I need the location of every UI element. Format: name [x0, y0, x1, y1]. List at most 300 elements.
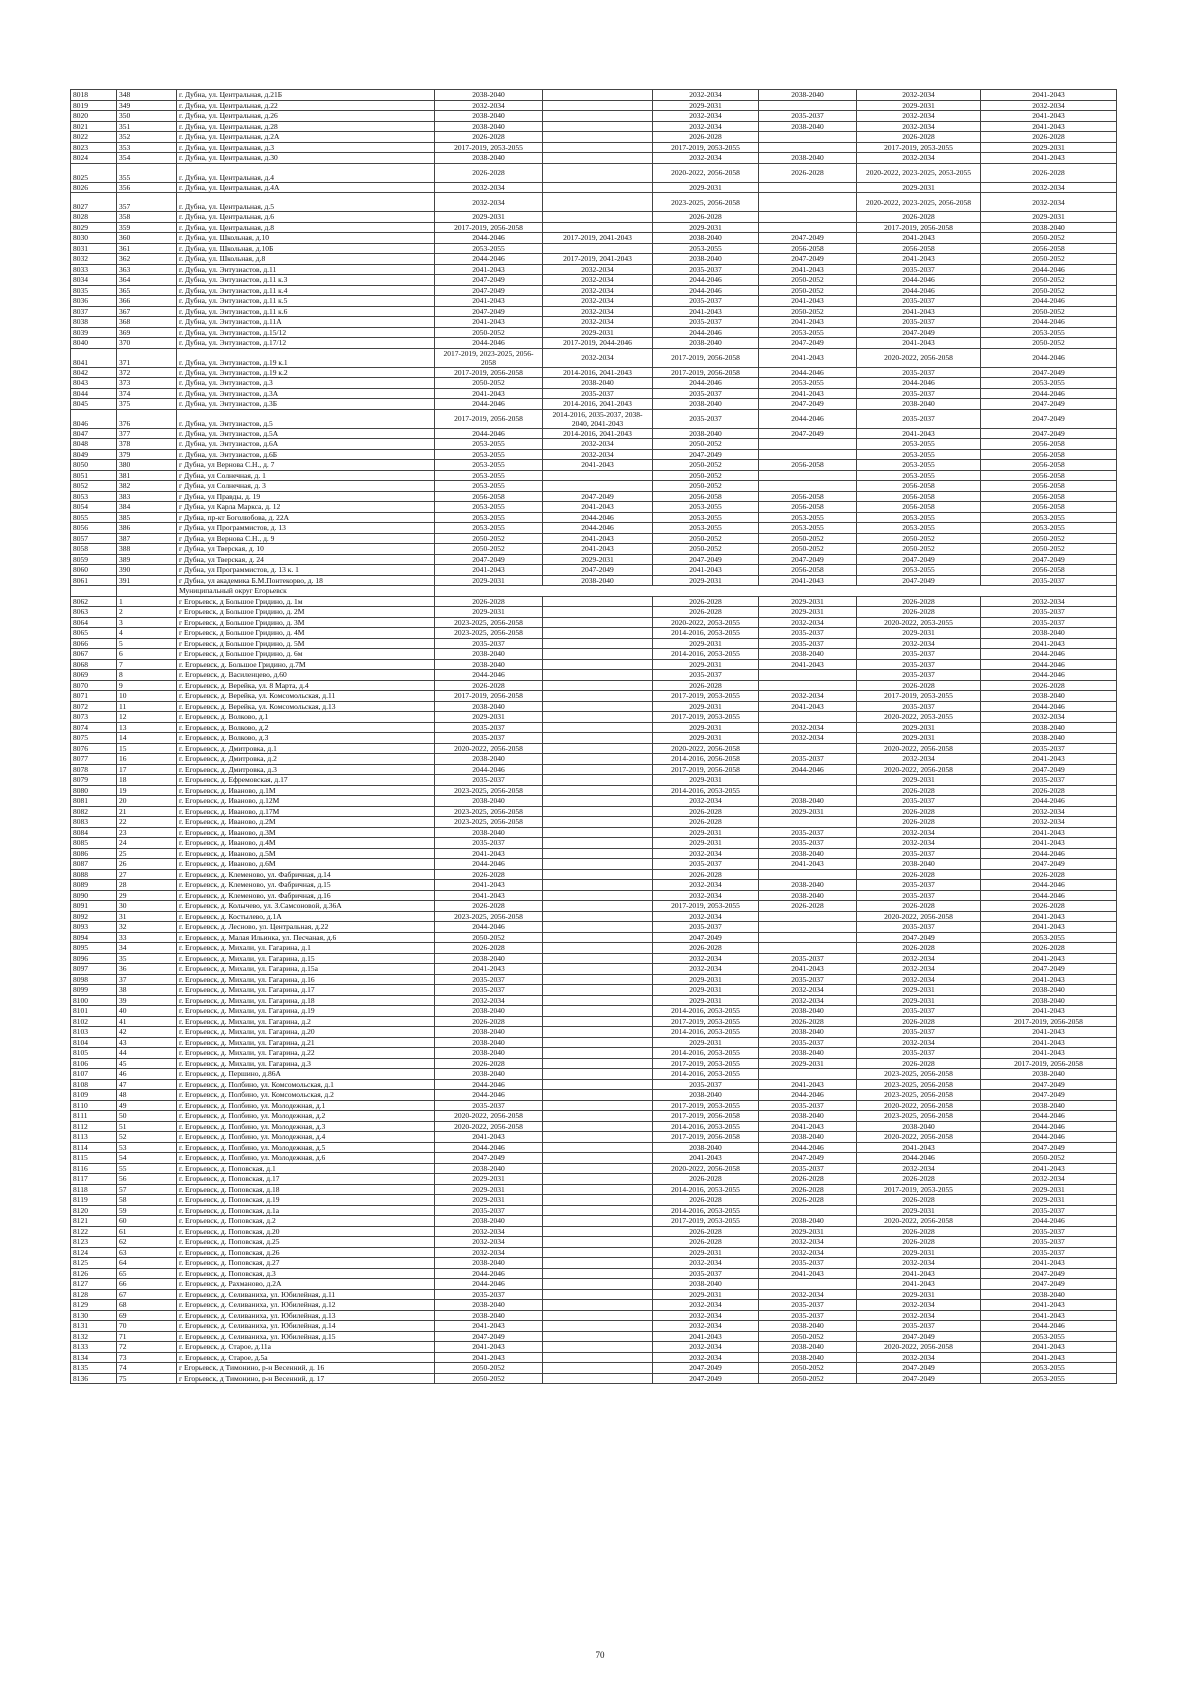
- period-cell-2: [543, 775, 653, 786]
- period-cell-2: 2032-2034: [543, 348, 653, 367]
- period-cell-3: 2050-2052: [653, 460, 759, 471]
- address-cell: г. Егорьевск, д. Михали, ул. Гагарина, д.15: [177, 953, 435, 964]
- period-cell-1: 2026-2028: [435, 680, 543, 691]
- period-cell-3: 2038-2040: [653, 254, 759, 265]
- row-index-cell: 16: [117, 754, 177, 765]
- page-number: 70: [595, 1650, 605, 1660]
- address-cell: г Дубна, ул Правды, д. 19: [177, 491, 435, 502]
- period-cell-4: 2035-2037: [759, 838, 857, 849]
- period-cell-1: 2032-2034: [435, 193, 543, 212]
- period-cell-6: 2041-2043: [981, 974, 1117, 985]
- period-cell-5: 2020-2022, 2053-2055: [857, 617, 981, 628]
- period-cell-3: 2053-2055: [653, 243, 759, 254]
- address-cell: г. Егорьевск, д. Дмитровка, д.1: [177, 743, 435, 754]
- period-cell-5: 2035-2037: [857, 922, 981, 933]
- period-cell-6: 2041-2043: [981, 1258, 1117, 1269]
- period-cell-5: 2050-2052: [857, 544, 981, 555]
- period-cell-3: 2029-2031: [653, 100, 759, 111]
- row-index-cell: 44: [117, 1048, 177, 1059]
- period-cell-3: 2035-2037: [653, 296, 759, 307]
- period-cell-5: 2041-2043: [857, 233, 981, 244]
- period-cell-2: [543, 1069, 653, 1080]
- row-id-cell: 8029: [71, 222, 117, 233]
- period-cell-5: 2050-2052: [857, 533, 981, 544]
- row-id-cell: 8037: [71, 306, 117, 317]
- address-cell: г. Егорьевск, д. Полбино, ул. Комсомольская, д.1: [177, 1079, 435, 1090]
- period-cell-2: [543, 1237, 653, 1248]
- period-cell-4: 2038-2040: [759, 90, 857, 101]
- period-cell-1: 2044-2046: [435, 922, 543, 933]
- row-index-cell: 369: [117, 327, 177, 338]
- address-cell: г. Егорьевск, д. Селиваниха, ул. Юбилейная, д.15: [177, 1331, 435, 1342]
- period-cell-1: 2020-2022, 2056-2058: [435, 1111, 543, 1122]
- period-cell-6: 2050-2052: [981, 544, 1117, 555]
- address-cell: г. Егорьевск, д. Михали, ул. Гагарина, д.2: [177, 1016, 435, 1027]
- table-row: [71, 378, 1117, 389]
- period-cell-5: 2029-2031: [857, 100, 981, 111]
- period-cell-6: 2056-2058: [981, 460, 1117, 471]
- row-id-cell: 8109: [71, 1090, 117, 1101]
- period-cell-3: 2026-2028: [653, 132, 759, 143]
- period-cell-4: 2041-2043: [759, 575, 857, 586]
- period-cell-3: 2038-2040: [653, 1090, 759, 1101]
- address-cell: г Дубна, ул Солнечная, д. 1: [177, 470, 435, 481]
- period-cell-1: 2038-2040: [435, 827, 543, 838]
- row-index-cell: 8: [117, 670, 177, 681]
- period-cell-2: 2032-2034: [543, 449, 653, 460]
- period-cell-2: [543, 1100, 653, 1111]
- row-id-cell: 8104: [71, 1037, 117, 1048]
- period-cell-4: [759, 193, 857, 212]
- address-cell: г Дубна, ул Тверская, д. 24: [177, 554, 435, 565]
- table-row: [71, 1247, 1117, 1258]
- period-cell-3: 2029-2031: [653, 575, 759, 586]
- period-cell-3: 2017-2019, 2056-2058: [653, 367, 759, 378]
- period-cell-5: 2035-2037: [857, 670, 981, 681]
- period-cell-3: 2032-2034: [653, 121, 759, 132]
- table-row: [71, 142, 1117, 153]
- address-cell: г. Егорьевск, д. Верейка, ул. Комсомольская, д.11: [177, 691, 435, 702]
- period-cell-1: 2023-2025, 2056-2058: [435, 617, 543, 628]
- table-row: [71, 1163, 1117, 1174]
- period-cell-5: 2032-2034: [857, 1352, 981, 1363]
- period-cell-5: 2026-2028: [857, 212, 981, 223]
- table-row: [71, 1048, 1117, 1059]
- period-cell-6: 2041-2043: [981, 111, 1117, 122]
- row-id-cell: 8084: [71, 827, 117, 838]
- period-cell-5: 2029-2031: [857, 628, 981, 639]
- period-cell-1: 2038-2040: [435, 953, 543, 964]
- period-cell-1: 2029-2031: [435, 712, 543, 723]
- period-cell-5: 2026-2028: [857, 1016, 981, 1027]
- period-cell-2: [543, 1058, 653, 1069]
- period-cell-5: 2038-2040: [857, 1121, 981, 1132]
- row-id-cell: 8026: [71, 182, 117, 193]
- period-cell-5: 2023-2025, 2056-2058: [857, 1069, 981, 1080]
- period-cell-1: 2050-2052: [435, 378, 543, 389]
- period-cell-4: [759, 1205, 857, 1216]
- period-cell-1: 2032-2034: [435, 1237, 543, 1248]
- period-cell-6: 2041-2043: [981, 838, 1117, 849]
- row-id-cell: 8075: [71, 733, 117, 744]
- period-cell-1: 2035-2037: [435, 775, 543, 786]
- period-cell-6: 2041-2043: [981, 1163, 1117, 1174]
- row-index-cell: [117, 586, 177, 597]
- period-cell-2: [543, 638, 653, 649]
- period-cell-4: 2044-2046: [759, 1090, 857, 1101]
- period-cell-2: [543, 1247, 653, 1258]
- table-row: [71, 533, 1117, 544]
- table-row: [71, 193, 1117, 212]
- period-cell-6: 2047-2049: [981, 367, 1117, 378]
- period-cell-1: 2038-2040: [435, 1037, 543, 1048]
- row-id-cell: 8116: [71, 1163, 117, 1174]
- period-cell-2: [543, 153, 653, 164]
- address-cell: г. Дубна, ул. Энтузиастов, д.3А: [177, 388, 435, 399]
- table-row: [71, 327, 1117, 338]
- period-cell-2: 2044-2046: [543, 523, 653, 534]
- period-cell-5: 2053-2055: [857, 565, 981, 576]
- period-cell-1: 2050-2052: [435, 327, 543, 338]
- period-cell-2: [543, 733, 653, 744]
- address-cell: г. Егорьевск, д. Иваново, д.17М: [177, 806, 435, 817]
- address-cell: г. Егорьевск, д. Полбино, ул. Молодежная, д.1: [177, 1100, 435, 1111]
- period-cell-6: 2026-2028: [981, 132, 1117, 143]
- period-cell-5: 2026-2028: [857, 607, 981, 618]
- table-row: [71, 1006, 1117, 1017]
- table-row: [71, 575, 1117, 586]
- row-index-cell: 350: [117, 111, 177, 122]
- period-cell-1: 2038-2040: [435, 1027, 543, 1038]
- table-row: [71, 733, 1117, 744]
- address-cell: г Егорьевск, д Тимонино, р-н Весенний, д. 16: [177, 1363, 435, 1374]
- period-cell-2: 2041-2043: [543, 533, 653, 544]
- period-cell-5: 2032-2034: [857, 953, 981, 964]
- period-cell-1: 2038-2040: [435, 1006, 543, 1017]
- row-index-cell: 55: [117, 1163, 177, 1174]
- period-cell-3: 2029-2031: [653, 775, 759, 786]
- period-cell-2: [543, 1300, 653, 1311]
- row-id-cell: 8122: [71, 1226, 117, 1237]
- period-cell-4: 2053-2055: [759, 512, 857, 523]
- period-cell-5: 2026-2028: [857, 901, 981, 912]
- row-index-cell: 69: [117, 1310, 177, 1321]
- period-cell-2: [543, 628, 653, 639]
- period-cell-3: 2029-2031: [653, 1037, 759, 1048]
- period-cell-6: 2047-2049: [981, 554, 1117, 565]
- period-cell-6: 2041-2043: [981, 827, 1117, 838]
- period-cell-1: 2020-2022, 2056-2058: [435, 1121, 543, 1132]
- row-index-cell: 357: [117, 193, 177, 212]
- period-cell-5: 2053-2055: [857, 512, 981, 523]
- row-index-cell: 42: [117, 1027, 177, 1038]
- period-cell-4: 2044-2046: [759, 764, 857, 775]
- address-cell: г. Егорьевск, д. Селиваниха, ул. Юбилейная, д.11: [177, 1289, 435, 1300]
- period-cell-2: [543, 995, 653, 1006]
- period-cell-5: 2026-2028: [857, 1195, 981, 1206]
- row-index-cell: 73: [117, 1352, 177, 1363]
- address-cell: г. Егорьевск, д. Михали, ул. Гагарина, д.17: [177, 985, 435, 996]
- address-cell: г. Егорьевск, д. Полбино, ул. Комсомольская, д.2: [177, 1090, 435, 1101]
- row-id-cell: 8066: [71, 638, 117, 649]
- period-cell-6: 2056-2058: [981, 470, 1117, 481]
- row-id-cell: 8120: [71, 1205, 117, 1216]
- row-id-cell: 8035: [71, 285, 117, 296]
- period-cell-4: 2029-2031: [759, 806, 857, 817]
- address-cell: г. Дубна, ул. Энтузиастов, д.3: [177, 378, 435, 389]
- period-cell-5: 2038-2040: [857, 859, 981, 870]
- period-cell-1: 2047-2049: [435, 285, 543, 296]
- period-cell-5: 2056-2058: [857, 491, 981, 502]
- address-cell: г. Егорьевск, д. Иваново, д.4М: [177, 838, 435, 849]
- period-cell-2: [543, 974, 653, 985]
- period-cell-5: 2023-2025, 2056-2058: [857, 1079, 981, 1090]
- period-cell-5: 2020-2022, 2056-2058: [857, 1132, 981, 1143]
- address-cell: г. Дубна, ул. Энтузиастов, д.11: [177, 264, 435, 275]
- period-cell-3: 2050-2052: [653, 481, 759, 492]
- row-index-cell: 52: [117, 1132, 177, 1143]
- period-cell-3: 2026-2028: [653, 212, 759, 223]
- period-cell-6: 2032-2034: [981, 1174, 1117, 1185]
- period-cell-1: 2038-2040: [435, 754, 543, 765]
- period-cell-5: 2029-2031: [857, 995, 981, 1006]
- row-id-cell: 8070: [71, 680, 117, 691]
- period-cell-1: 2020-2022, 2056-2058: [435, 743, 543, 754]
- period-cell-4: 2050-2052: [759, 1331, 857, 1342]
- row-id-cell: 8021: [71, 121, 117, 132]
- period-cell-1: 2035-2037: [435, 722, 543, 733]
- address-cell: г. Егорьевск, д. Дмитровка, д.2: [177, 754, 435, 765]
- period-cell-6: 2035-2037: [981, 743, 1117, 754]
- period-cell-4: 2026-2028: [759, 1174, 857, 1185]
- row-index-cell: 37: [117, 974, 177, 985]
- period-cell-6: 2038-2040: [981, 628, 1117, 639]
- period-cell-3: 2020-2022, 2056-2058: [653, 1163, 759, 1174]
- period-cell-4: 2050-2052: [759, 544, 857, 555]
- period-cell-2: 2038-2040: [543, 378, 653, 389]
- row-id-cell: 8078: [71, 764, 117, 775]
- period-cell-1: 2041-2043: [435, 565, 543, 576]
- period-cell-1: 2056-2058: [435, 491, 543, 502]
- row-id-cell: 8124: [71, 1247, 117, 1258]
- row-index-cell: 382: [117, 481, 177, 492]
- period-cell-6: 2050-2052: [981, 275, 1117, 286]
- period-cell-4: 2038-2040: [759, 880, 857, 891]
- period-cell-6: 2047-2049: [981, 859, 1117, 870]
- period-cell-3: 2014-2016, 2053-2055: [653, 1069, 759, 1080]
- period-cell-3: 2026-2028: [653, 607, 759, 618]
- address-cell: г. Дубна, ул. Центральная, д.5: [177, 193, 435, 212]
- period-cell-1: 2023-2025, 2056-2058: [435, 785, 543, 796]
- address-cell: г. Дубна, ул. Центральная, д.6: [177, 212, 435, 223]
- row-index-cell: 359: [117, 222, 177, 233]
- period-cell-6: 2041-2043: [981, 1352, 1117, 1363]
- address-cell: г. Дубна, ул. Энтузиастов, д.3Б: [177, 399, 435, 410]
- row-index-cell: 367: [117, 306, 177, 317]
- period-cell-5: 2053-2055: [857, 523, 981, 534]
- table-row: [71, 743, 1117, 754]
- row-id-cell: 8030: [71, 233, 117, 244]
- period-cell-5: 2020-2022, 2023-2025, 2056-2058: [857, 193, 981, 212]
- period-cell-1: 2044-2046: [435, 764, 543, 775]
- table-row: [71, 901, 1117, 912]
- period-cell-3: 2014-2016, 2053-2055: [653, 1048, 759, 1059]
- period-cell-2: [543, 617, 653, 628]
- row-id-cell: 8020: [71, 111, 117, 122]
- period-cell-4: 2026-2028: [759, 1016, 857, 1027]
- table-row: [71, 449, 1117, 460]
- row-id-cell: 8130: [71, 1310, 117, 1321]
- row-id-cell: 8111: [71, 1111, 117, 1122]
- address-cell: г. Дубна, ул. Школьная, д.10Б: [177, 243, 435, 254]
- period-cell-3: 2017-2019, 2056-2058: [653, 348, 759, 367]
- table-row: [71, 1027, 1117, 1038]
- period-cell-1: 2023-2025, 2056-2058: [435, 628, 543, 639]
- period-cell-3: 2038-2040: [653, 233, 759, 244]
- period-cell-3: 2044-2046: [653, 378, 759, 389]
- period-cell-5: 2026-2028: [857, 596, 981, 607]
- address-cell: г Дубна, ул Программистов, д. 13: [177, 523, 435, 534]
- row-id-cell: 8082: [71, 806, 117, 817]
- period-cell-4: 2041-2043: [759, 1121, 857, 1132]
- period-cell-2: [543, 827, 653, 838]
- period-cell-3: 2035-2037: [653, 409, 759, 428]
- period-cell-6: 2056-2058: [981, 439, 1117, 450]
- row-index-cell: 5: [117, 638, 177, 649]
- row-index-cell: 360: [117, 233, 177, 244]
- period-cell-5: 2032-2034: [857, 964, 981, 975]
- period-cell-4: [759, 439, 857, 450]
- row-id-cell: 8060: [71, 565, 117, 576]
- period-cell-3: 2032-2034: [653, 1300, 759, 1311]
- table-row: [71, 922, 1117, 933]
- row-index-cell: 65: [117, 1268, 177, 1279]
- row-id-cell: 8062: [71, 596, 117, 607]
- row-id-cell: 8025: [71, 163, 117, 182]
- period-cell-2: [543, 193, 653, 212]
- row-id-cell: 8126: [71, 1268, 117, 1279]
- period-cell-6: 2017-2019, 2056-2058: [981, 1016, 1117, 1027]
- period-cell-4: [759, 481, 857, 492]
- period-cell-3: 2032-2034: [653, 153, 759, 164]
- period-cell-1: 2038-2040: [435, 796, 543, 807]
- period-cell-3: 2029-2031: [653, 733, 759, 744]
- address-cell: г. Егорьевск, д. Поповская, д.26: [177, 1247, 435, 1258]
- table-row: [71, 680, 1117, 691]
- period-cell-5: 2056-2058: [857, 243, 981, 254]
- row-id-cell: 8068: [71, 659, 117, 670]
- period-cell-4: 2035-2037: [759, 827, 857, 838]
- period-cell-1: 2041-2043: [435, 1352, 543, 1363]
- period-cell-5: 2017-2019, 2053-2055: [857, 691, 981, 702]
- period-cell-1: 2026-2028: [435, 1016, 543, 1027]
- period-cell-3: 2044-2046: [653, 285, 759, 296]
- period-cell-3: 2026-2028: [653, 1226, 759, 1237]
- period-cell-5: 2047-2049: [857, 575, 981, 586]
- row-index-cell: 63: [117, 1247, 177, 1258]
- period-cell-3: 2029-2031: [653, 222, 759, 233]
- address-cell: г. Егорьевск, д. Поповская, д.27: [177, 1258, 435, 1269]
- row-id-cell: 8051: [71, 470, 117, 481]
- period-cell-6: 2044-2046: [981, 1321, 1117, 1332]
- row-index-cell: 24: [117, 838, 177, 849]
- row-index-cell: 62: [117, 1237, 177, 1248]
- period-cell-6: 2044-2046: [981, 649, 1117, 660]
- table-row: [71, 1069, 1117, 1080]
- table-row: [71, 596, 1117, 607]
- period-cell-6: 2050-2052: [981, 306, 1117, 317]
- address-cell: г. Егорьевск, д. Полбино, ул. Молодежная, д.2: [177, 1111, 435, 1122]
- period-cell-4: 2026-2028: [759, 1195, 857, 1206]
- period-cell-5: 2026-2028: [857, 132, 981, 143]
- period-cell-1: 2044-2046: [435, 399, 543, 410]
- period-cell-6: 2056-2058: [981, 565, 1117, 576]
- period-cell-6: 2041-2043: [981, 1006, 1117, 1017]
- period-cell-3: 2041-2043: [653, 1153, 759, 1164]
- period-cell-5: 2026-2028: [857, 806, 981, 817]
- row-id-cell: 8127: [71, 1279, 117, 1290]
- period-cell-2: [543, 764, 653, 775]
- period-cell-6: 2044-2046: [981, 796, 1117, 807]
- table-row: [71, 1121, 1117, 1132]
- period-cell-2: [543, 1373, 653, 1384]
- row-index-cell: 32: [117, 922, 177, 933]
- period-cell-5: 2029-2031: [857, 1205, 981, 1216]
- period-cell-5: 2032-2034: [857, 1037, 981, 1048]
- table-row: [71, 1174, 1117, 1185]
- period-cell-2: [543, 932, 653, 943]
- period-cell-1: 2041-2043: [435, 388, 543, 399]
- period-cell-2: 2014-2016, 2041-2043: [543, 399, 653, 410]
- address-cell: г. Егорьевск, д. Колычево, ул. З.Самсоновой, д.36А: [177, 901, 435, 912]
- row-index-cell: 49: [117, 1100, 177, 1111]
- period-cell-2: [543, 649, 653, 660]
- row-index-cell: 371: [117, 348, 177, 367]
- address-cell: г. Егорьевск, д. Михали, ул. Гагарина, д.1: [177, 943, 435, 954]
- section-title: Муниципальный округ Егорьевск: [177, 586, 435, 597]
- period-cell-2: [543, 1352, 653, 1363]
- period-cell-6: 2038-2040: [981, 733, 1117, 744]
- period-cell-2: [543, 838, 653, 849]
- period-cell-4: 2035-2037: [759, 953, 857, 964]
- period-cell-4: 2047-2049: [759, 338, 857, 349]
- period-cell-5: 2041-2043: [857, 1142, 981, 1153]
- row-id-cell: 8107: [71, 1069, 117, 1080]
- period-cell-2: 2032-2034: [543, 306, 653, 317]
- table-row: [71, 439, 1117, 450]
- address-cell: г. Егорьевск, д. Иваново, д.3М: [177, 827, 435, 838]
- row-id-cell: 8065: [71, 628, 117, 639]
- table-row: [71, 911, 1117, 922]
- row-index-cell: 386: [117, 523, 177, 534]
- period-cell-2: [543, 1090, 653, 1101]
- address-cell: г. Егорьевск, д. Иваново, д.12М: [177, 796, 435, 807]
- address-cell: г. Егорьевск, д. Михали, ул. Гагарина, д.3: [177, 1058, 435, 1069]
- period-cell-5: 2041-2043: [857, 1268, 981, 1279]
- period-cell-5: 2047-2049: [857, 1363, 981, 1374]
- period-cell-6: 2047-2049: [981, 428, 1117, 439]
- row-id-cell: 8083: [71, 817, 117, 828]
- row-index-cell: 72: [117, 1342, 177, 1353]
- period-cell-3: 2050-2052: [653, 470, 759, 481]
- period-cell-4: 2050-2052: [759, 1363, 857, 1374]
- period-cell-5: 2035-2037: [857, 367, 981, 378]
- row-index-cell: 20: [117, 796, 177, 807]
- period-cell-5: 2035-2037: [857, 659, 981, 670]
- table-row: [71, 659, 1117, 670]
- address-cell: г. Егорьевск, д. Поповская, д.18: [177, 1184, 435, 1195]
- row-index-cell: 378: [117, 439, 177, 450]
